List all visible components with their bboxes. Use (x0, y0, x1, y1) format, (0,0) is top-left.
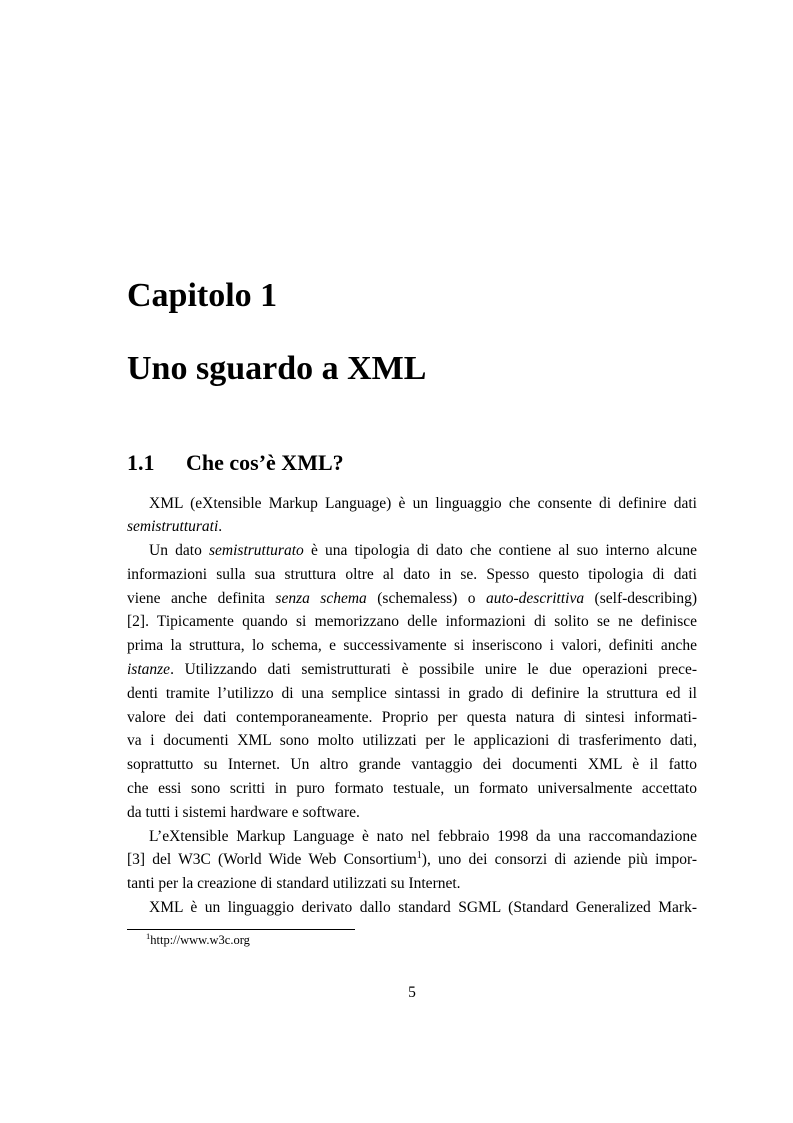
section-number: 1.1 (127, 450, 155, 475)
footnote (146, 932, 250, 948)
body-line: denti tramite l’utilizzo di una semplice sintassi in grado di definire la struttura ed il (127, 685, 697, 702)
emphasis: semistrutturati (127, 518, 219, 535)
body-line: valore dei dati contemporaneamente. Proprio per questa natura di sintesi informati- (127, 709, 697, 726)
footnote-url: http://www.w3c.org (150, 933, 250, 947)
emphasis: senza schema (275, 590, 367, 607)
section-heading (127, 449, 344, 477)
page-number: 5 (408, 984, 416, 1001)
body-line: va i documenti XML sono molto utilizzati per le applicazioni di trasferimento dati, (127, 732, 697, 749)
body-line: Un dato semistrutturato è una tipologia di dato che contiene al suo interno alcune (149, 542, 697, 559)
body-line: istanze. Utilizzando dati semistrutturati è possibile unire le due operazioni prece- (127, 661, 697, 678)
body-line: XML (eXtensible Markup Language) è un linguaggio che consente di definire dati (149, 495, 697, 512)
footnote-number: 1 (146, 930, 151, 941)
body-line: [2]. Tipicamente quando si memorizzano delle informazioni di solito se ne definisce (127, 613, 697, 630)
body-line: che essi sono scritti in puro formato testuale, un formato universalmente accettato (127, 780, 697, 797)
emphasis: auto-descrittiva (485, 590, 585, 607)
body-line: tanti per la creazione di standard utilizzati su Internet. (127, 875, 461, 892)
body-line: prima la struttura, lo schema, e successivamente si inseriscono i valori, definiti anche (127, 637, 697, 654)
footnote-rule (127, 929, 355, 930)
body-line: informazioni sulla sua struttura oltre al dato in se. Spesso questo tipologia di dati (127, 566, 697, 583)
body-line: [3] del W3C (World Wide Web Consortium$^1$), uno dei consorzi di aziende più impor- (127, 849, 697, 868)
chapter-title: Uno sguardo a XML (127, 350, 427, 387)
body-line: viene anche definita senza schema (schemaless) o auto-descrittiva (self-describing) (127, 590, 697, 607)
body-line: da tutti i sistemi hardware e software. (127, 804, 360, 821)
body-line: XML è un linguaggio derivato dallo standard SGML (Standard Generalized Mark- (149, 899, 697, 916)
body-line: semistrutturati. (127, 518, 223, 535)
footnote-reference[interactable]: 1 (416, 849, 422, 861)
emphasis: istanze (127, 661, 171, 678)
chapter-label: Capitolo 1 (127, 277, 278, 314)
emphasis: semistrutturato (209, 542, 304, 559)
body-line: L’eXtensible Markup Language è nato nel febbraio 1998 da una raccomandazione (149, 828, 697, 845)
section-title: Che cos’è XML? (186, 450, 344, 475)
body-line: soprattutto su Internet. Un altro grande vantaggio dei documenti XML è il fatto (127, 756, 697, 773)
